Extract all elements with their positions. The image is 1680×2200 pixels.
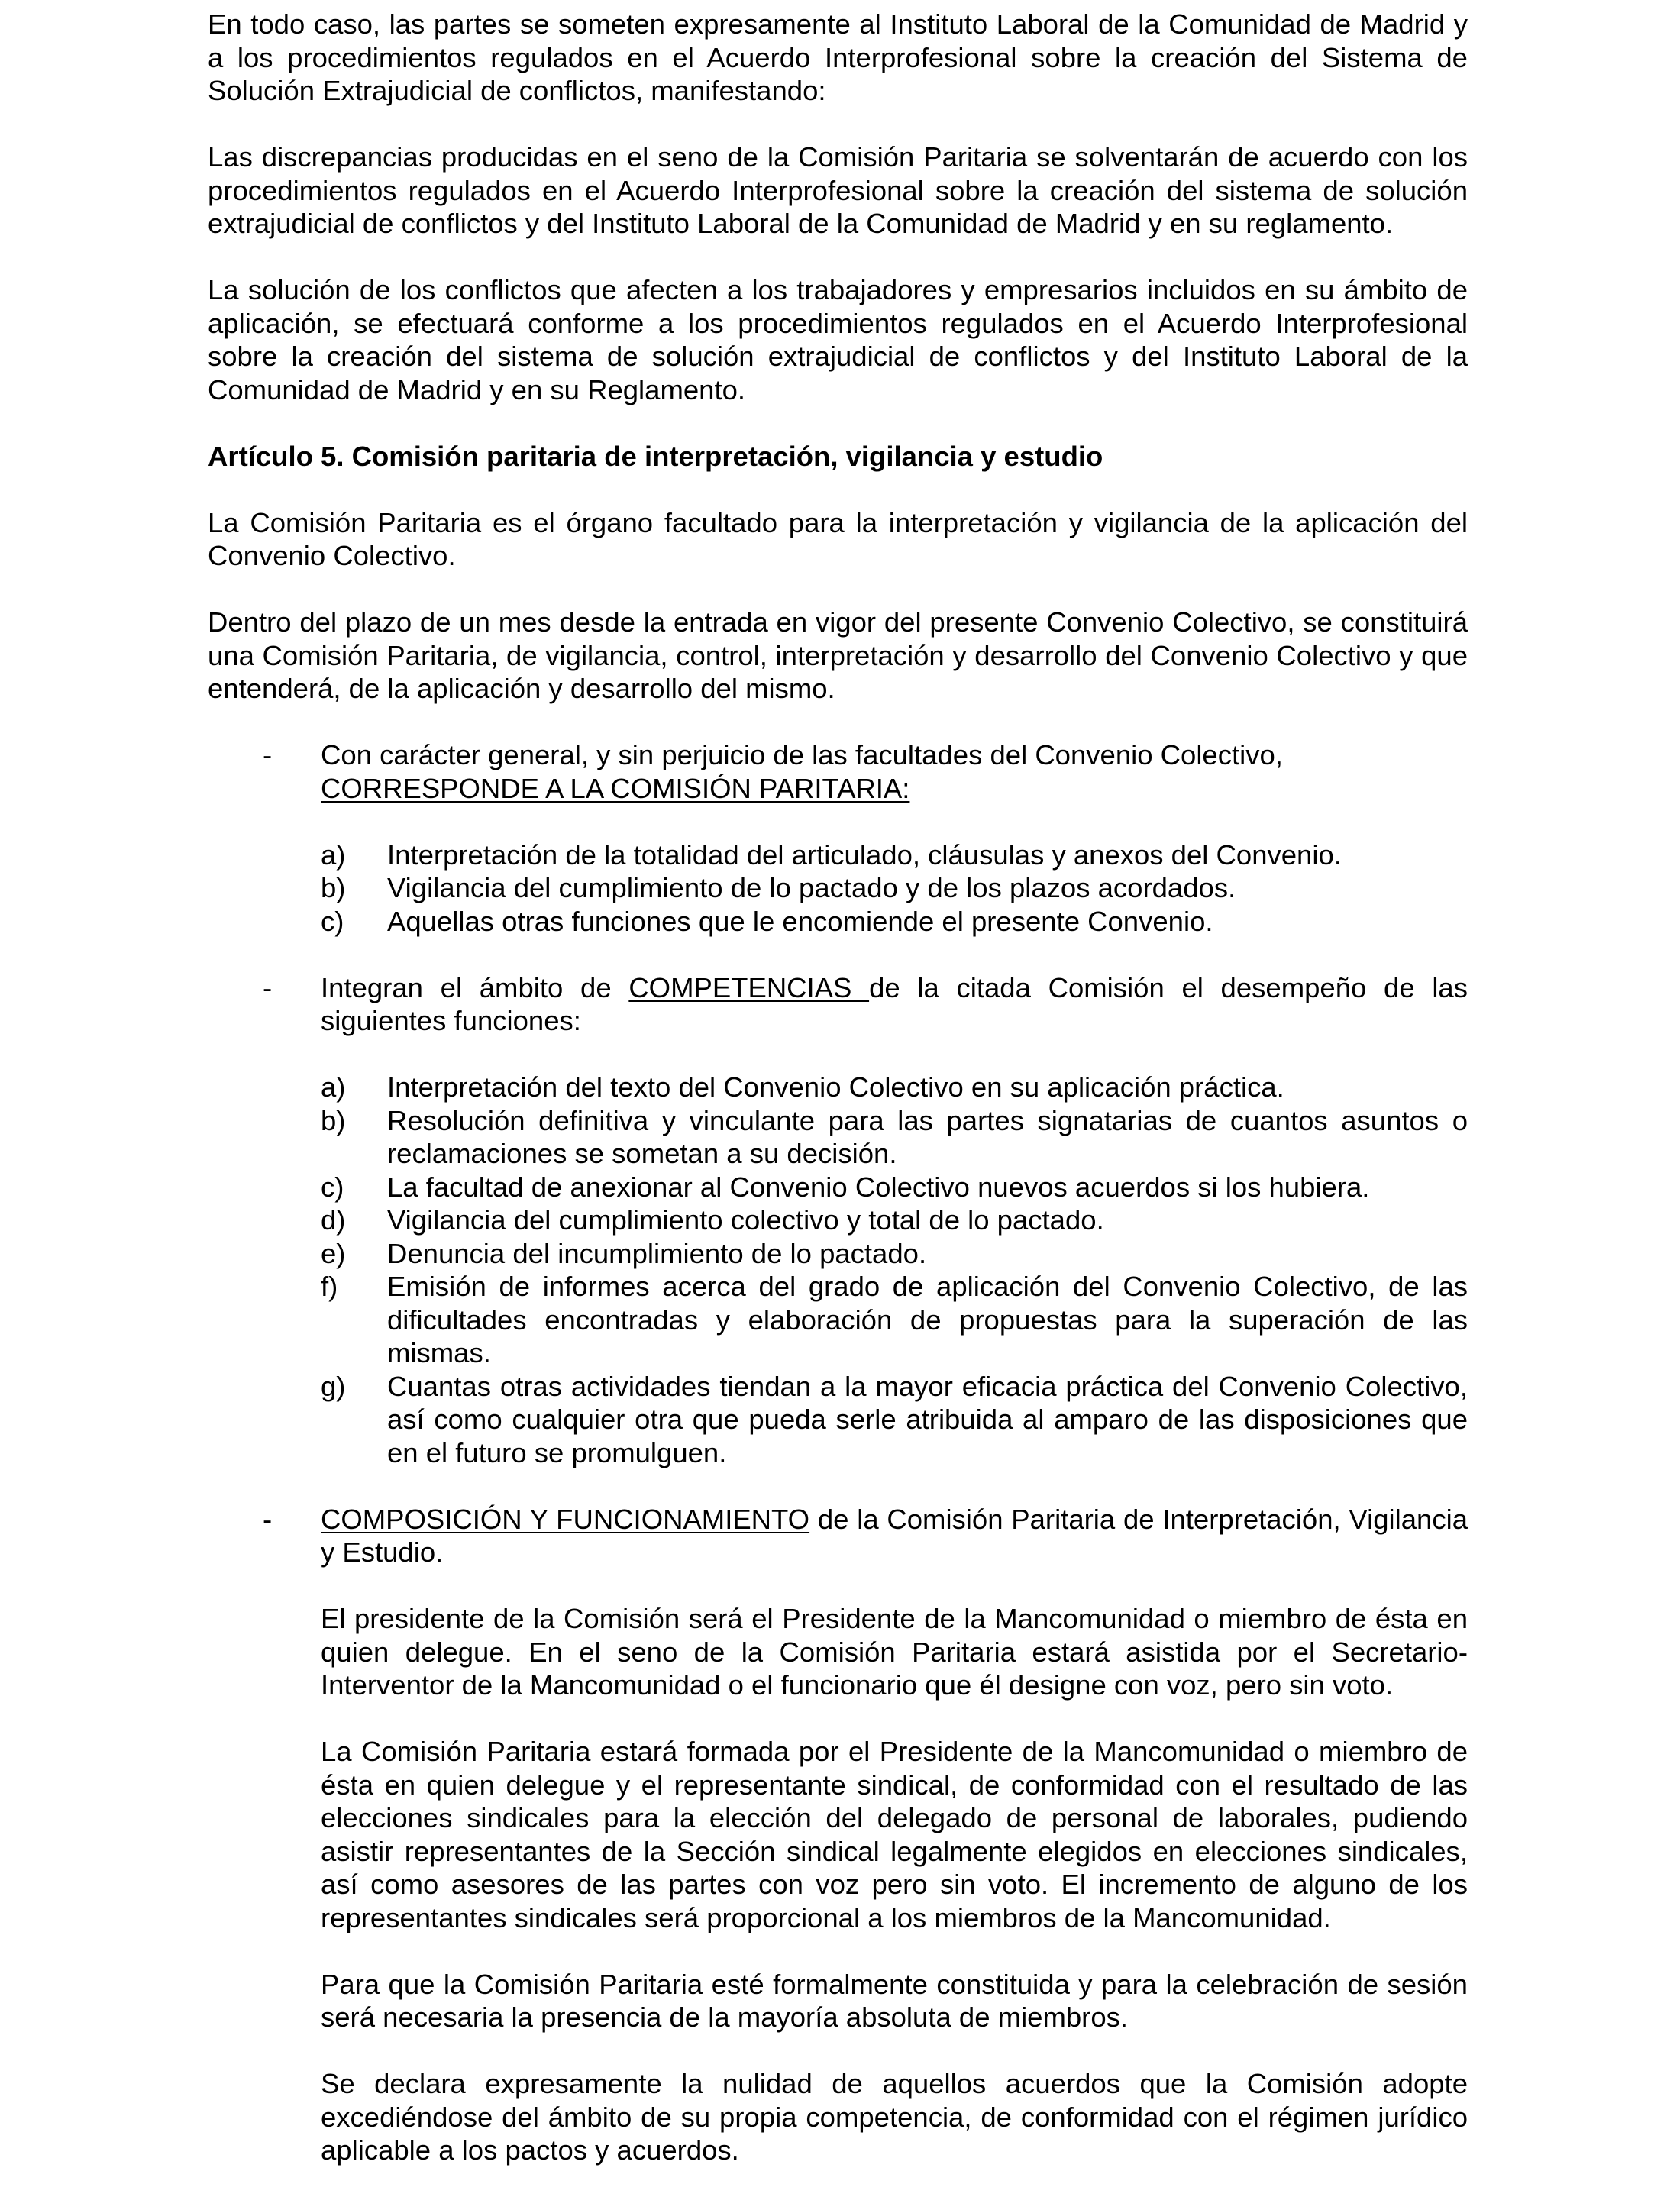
list-item bbox=[321, 1203, 1468, 1237]
list-item-text: Resolución definitiva y vinculante para las partes signatarias de cuantos asuntos o reclamaciones se sometan a su decisión. bbox=[387, 1104, 1468, 1169]
paragraph-formada: La Comisión Paritaria estará formada por el Presidente de la Mancomunidad o miembro de ésta en quien delegue y el representante sindical, de conformidad con el resultado de las elecciones sindicales para la elección del delegado de personal de laborales, pudiendo asistir representantes de la Sección sindical legalmente elegidos en elecciones sindicales, así como asesores de las partes con voz pero sin voto. El incremento de alguno de los representantes sindicales será proporcional a los miembros de la Mancomunidad. bbox=[321, 1736, 1468, 1933]
list-item-label: c) bbox=[321, 1171, 344, 1203]
list-item-label: c) bbox=[321, 905, 344, 937]
paragraph-presidente: El presidente de la Comisión será el Presidente de la Mancomunidad o miembro de ésta en quien delegue. En el seno de la Comisión Paritaria estará asistida por el Secretario-Interventor de la Mancomunidad o el funcionario que él designe con voz, pero sin voto. bbox=[321, 1603, 1468, 1701]
list-item-label: b) bbox=[321, 1104, 346, 1136]
list-item-text: Denuncia del incumplimiento de lo pactado. bbox=[387, 1237, 927, 1269]
block-competencias-intro bbox=[321, 971, 1468, 1038]
article-heading: Artículo 5. Comisión paritaria de interpretación, vigilancia y estudio bbox=[208, 440, 1103, 472]
list-item-label: f) bbox=[321, 1271, 338, 1302]
block-competencias-underlined: COMPETENCIAS bbox=[628, 971, 870, 1003]
paragraph-plazo-constitucion: Dentro del plazo de un mes desde la entrada en vigor del presente Convenio Colectivo, se constituirá una Comisión Paritaria, de vigilancia, control, interpretación y desarrollo del Convenio Colectivo y que entenderá, de la aplicación y desarrollo del mismo. bbox=[208, 606, 1468, 704]
list-item-text: Cuantas otras actividades tiendan a la mayor eficacia práctica del Convenio Colectivo, así como cualquier otra que pueda serle atribuida al amparo de las disposiciones que en el futuro se promulguen. bbox=[387, 1370, 1468, 1468]
block-competencias-after: de la citada Comisión el desempeño de las siguientes funciones: bbox=[321, 971, 1468, 1036]
list-item bbox=[321, 838, 1468, 872]
block-composicion-after: de la Comisión Paritaria de Interpretación, Vigilancia y Estudio. bbox=[321, 1503, 1468, 1568]
paragraph-constituida: Para que la Comisión Paritaria esté formalmente constituida y para la celebración de sesión será necesaria la presencia de la mayoría absoluta de miembros. bbox=[321, 1968, 1468, 2033]
block-composicion-underlined: COMPOSICIÓN Y FUNCIONAMIENTO bbox=[321, 1503, 810, 1535]
list-item-text: Vigilancia del cumplimiento de lo pactado y de los plazos acordados. bbox=[387, 872, 1236, 903]
list-item-label: g) bbox=[321, 1370, 346, 1402]
paragraph-nulidad: Se declara expresamente la nulidad de aquellos acuerdos que la Comisión adopte excediéndose del ámbito de su propia competencia, de conformidad con el régimen jurídico aplicable a los pactos y acuerdos. bbox=[321, 2068, 1468, 2166]
list-item-text: Aquellas otras funciones que le encomiende el presente Convenio. bbox=[387, 905, 1213, 937]
list-item bbox=[321, 1071, 1468, 1104]
list-item bbox=[321, 1104, 1468, 1171]
list-item-label: b) bbox=[321, 872, 346, 903]
paragraph-organo-facultado: La Comisión Paritaria es el órgano facultado para la interpretación y vigilancia de la aplicación del Convenio Colectivo. bbox=[208, 506, 1468, 571]
competencias-list bbox=[321, 1071, 1468, 1469]
list-block-composicion bbox=[208, 1503, 1468, 2167]
list-item bbox=[321, 1370, 1468, 1470]
corresponde-list bbox=[321, 838, 1468, 938]
block-composicion-intro bbox=[321, 1503, 1468, 1569]
paragraph-sometimiento: En todo caso, las partes se someten expresamente al Instituto Laboral de la Comunidad de Madrid y a los procedimientos regulados en el Acuerdo Interprofesional sobre la creación del Sistema de Solución Extrajudicial de conflictos, manifestando: bbox=[208, 8, 1468, 106]
list-item-label: d) bbox=[321, 1204, 346, 1236]
list-item bbox=[321, 1171, 1468, 1204]
list-item bbox=[321, 1237, 1468, 1271]
list-item bbox=[321, 905, 1468, 938]
block-corresponde-underlined: CORRESPONDE A LA COMISIÓN PARITARIA: bbox=[321, 772, 910, 804]
paragraph-solucion-conflictos: La solución de los conflictos que afecten a los trabajadores y empresarios incluidos en su ámbito de aplicación, se efectuará conforme a los procedimientos regulados en el Acuerdo Interprofesional sobre la creación del sistema de solución extrajudicial de conflictos y del Instituto Laboral de la Comunidad de Madrid y en su Reglamento. bbox=[208, 274, 1468, 405]
block-corresponde-intro bbox=[321, 738, 1468, 805]
dash-bullet: - bbox=[263, 1503, 273, 1535]
list-item-label: a) bbox=[321, 1071, 346, 1103]
list-item-label: e) bbox=[321, 1237, 346, 1269]
list-item-text: Vigilancia del cumplimiento colectivo y total de lo pactado. bbox=[387, 1204, 1104, 1236]
list-item bbox=[321, 1270, 1468, 1370]
dash-bullet: - bbox=[263, 739, 273, 770]
list-block-competencias bbox=[208, 971, 1468, 1470]
list-item bbox=[321, 871, 1468, 905]
block-competencias-before: Integran el ámbito de bbox=[321, 971, 629, 1003]
dash-bullet: - bbox=[263, 971, 273, 1003]
list-item-text: Emisión de informes acerca del grado de aplicación del Convenio Colectivo, de las dificultades encontradas y elaboración de propuestas para la superación de las mismas. bbox=[387, 1271, 1468, 1368]
list-item-text: La facultad de anexionar al Convenio Colectivo nuevos acuerdos si los hubiera. bbox=[387, 1171, 1370, 1203]
list-item-label: a) bbox=[321, 838, 346, 871]
document-page bbox=[208, 8, 1468, 2200]
list-block-corresponde bbox=[208, 738, 1468, 938]
paragraph-discrepancias: Las discrepancias producidas en el seno de la Comisión Paritaria se solventarán de acuerdo con los procedimientos regulados en el Acuerdo Interprofesional sobre la creación del sistema de solución extrajudicial de conflictos y del Instituto Laboral de la Comunidad de Madrid y en su reglamento. bbox=[208, 141, 1468, 239]
list-item-text: Interpretación de la totalidad del articulado, cláusulas y anexos del Convenio. bbox=[387, 838, 1342, 871]
block-corresponde-intro-text: Con carácter general, y sin perjuicio de las facultades del Convenio Colectivo, bbox=[321, 739, 1283, 770]
list-item-text: Interpretación del texto del Convenio Colectivo en su aplicación práctica. bbox=[387, 1071, 1284, 1103]
